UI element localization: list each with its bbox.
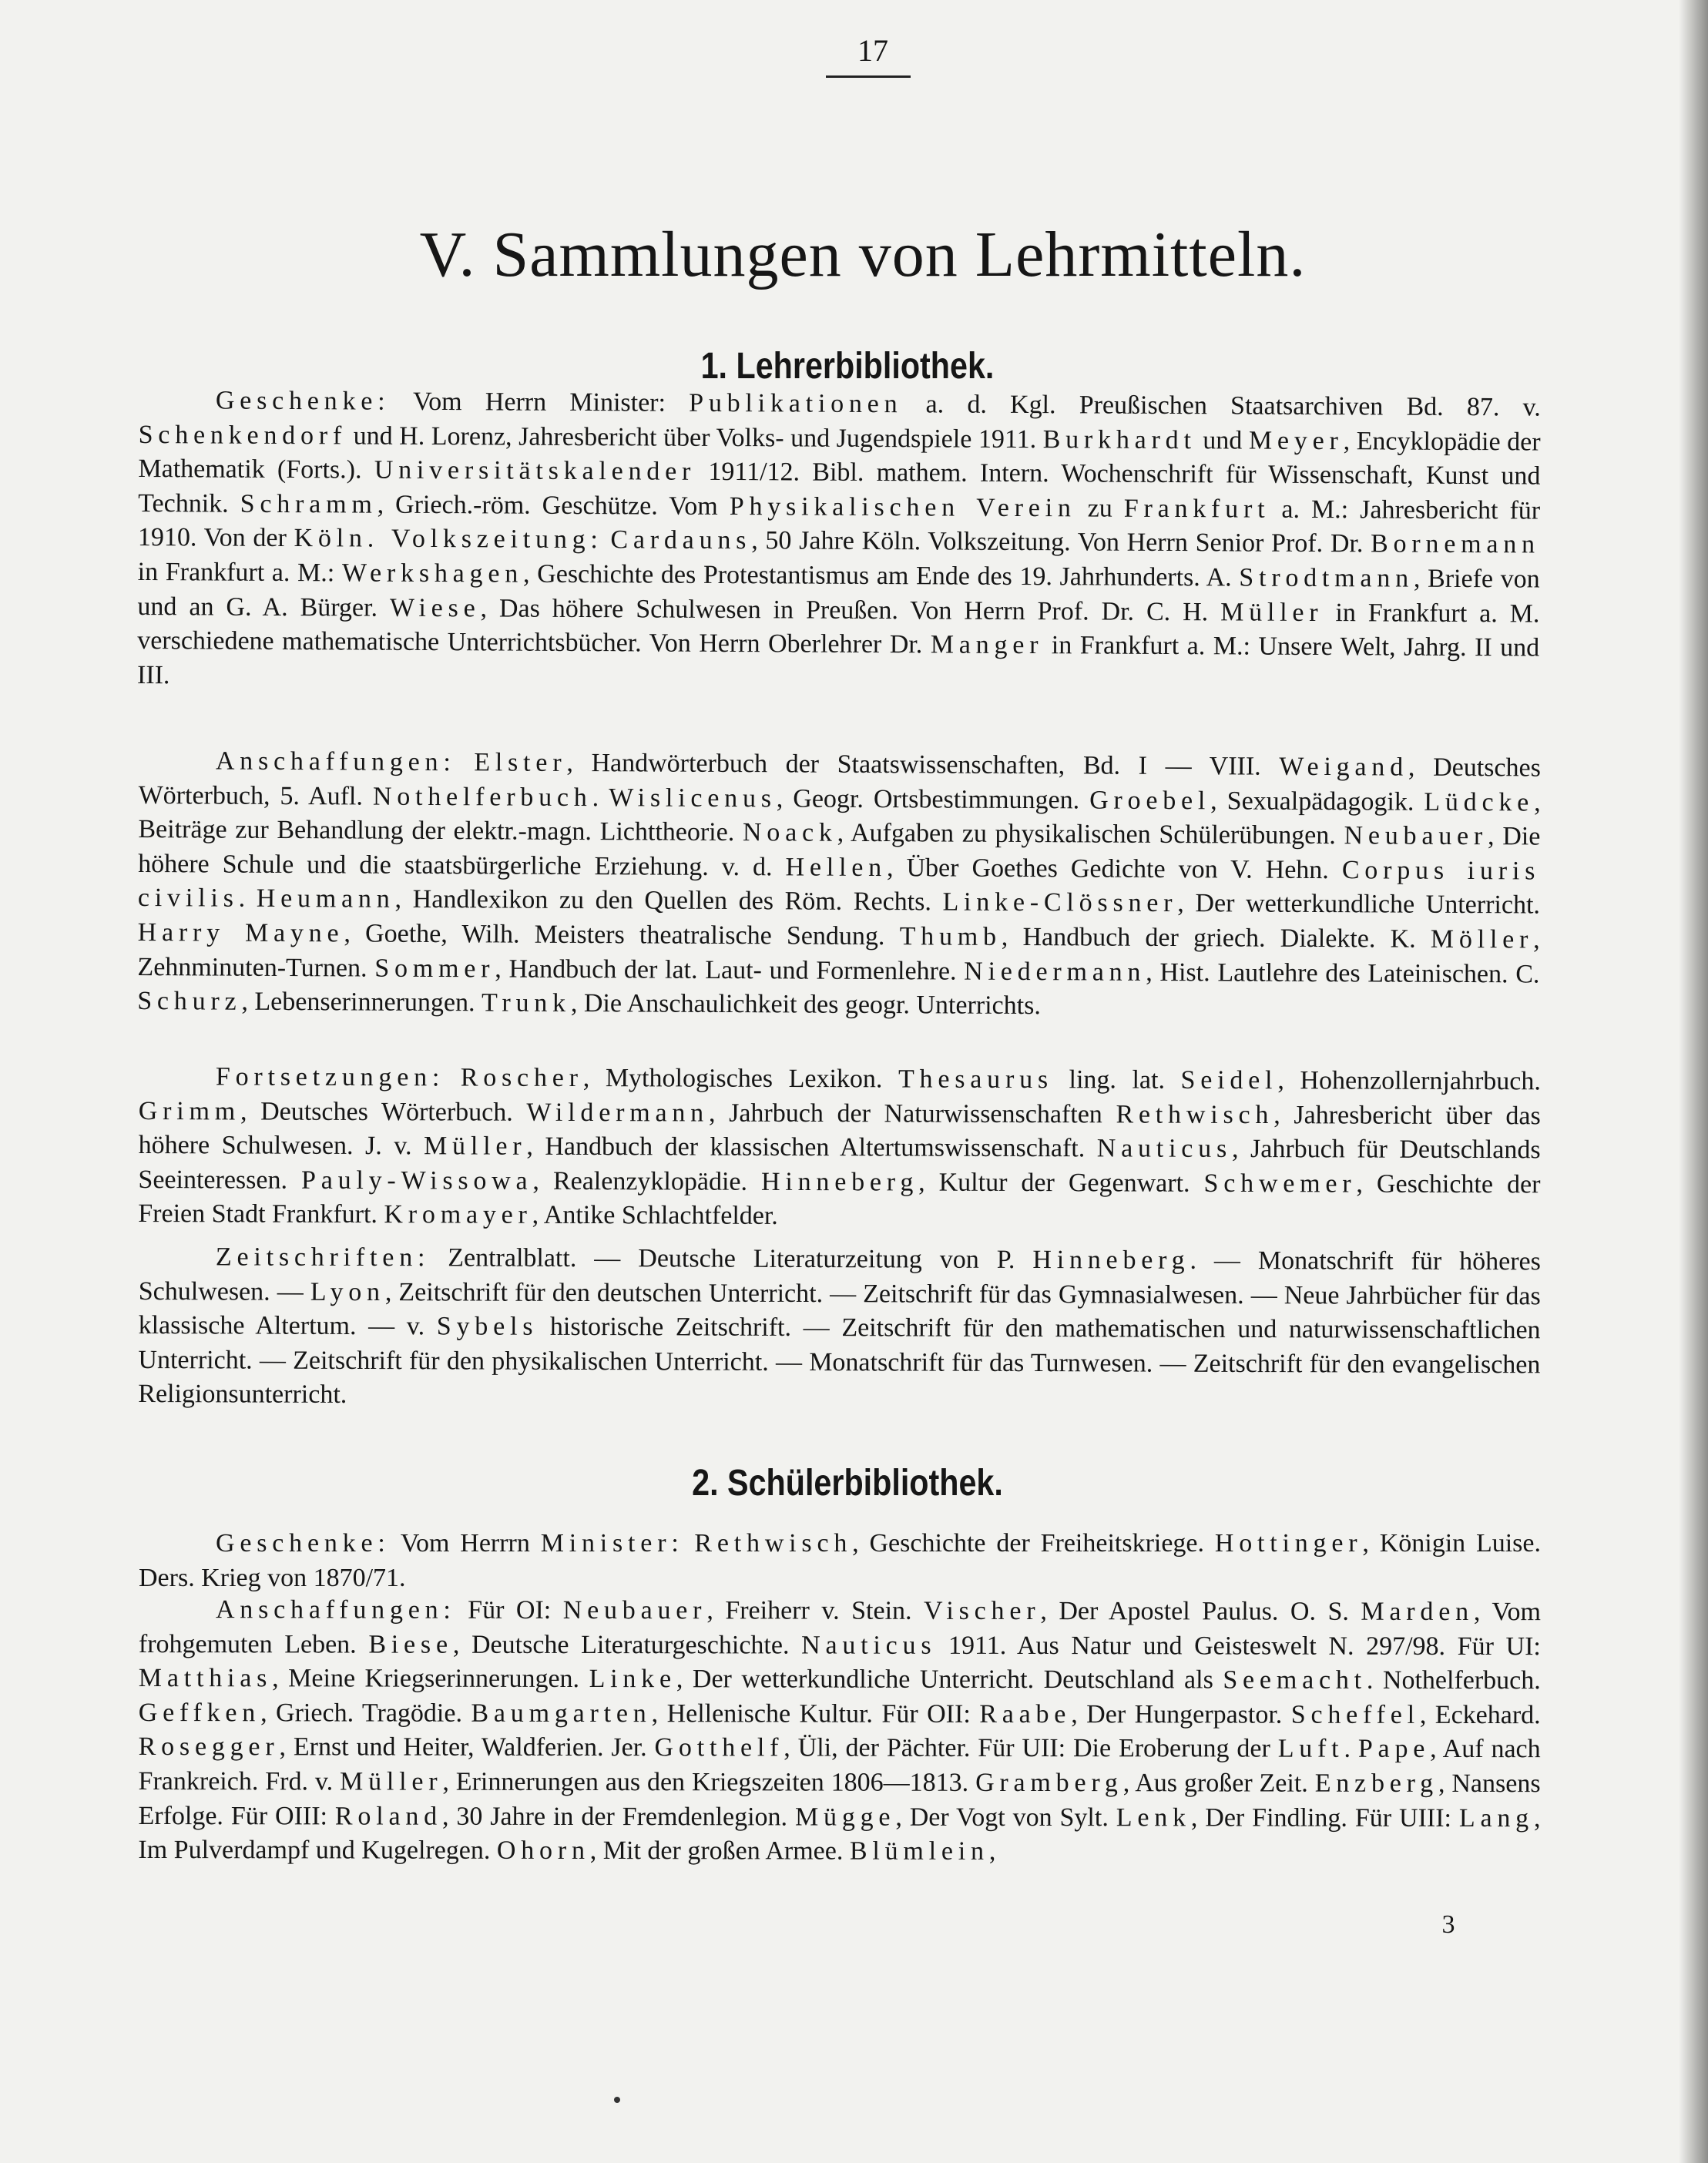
spaced-name: Hellen <box>785 853 888 882</box>
text-run: , Sexualpädagogik. <box>1210 786 1424 817</box>
text-run: , Erinnerungen aus den Kriegszeiten 1806—1813. <box>442 1767 976 1797</box>
spaced-name: Hottinger <box>1214 1529 1363 1558</box>
spaced-name: Rethwisch <box>1116 1100 1274 1129</box>
text-run: , Handbuch der griech. Dialekte. K. <box>1001 922 1431 954</box>
spaced-name: Schurz <box>137 987 242 1016</box>
paragraph-anschaffungen-lehrer <box>137 744 1541 1026</box>
paragraph-zeitschriften <box>138 1240 1541 1417</box>
section-heading-schuelerbibliothek: 2. Schülerbibliothek. <box>692 1463 1003 1504</box>
spaced-name: Müller <box>423 1132 527 1161</box>
spaced-name: Werkshagen <box>341 558 524 589</box>
spaced-name: Noack <box>742 818 837 847</box>
text-run: , Der Hungerpastor. <box>1071 1699 1291 1729</box>
spaced-name: Cardauns <box>610 525 752 555</box>
spaced-name: Hinneberg <box>1032 1246 1190 1275</box>
text-run: , Der wetterkundliche Unterricht. Deutschland als <box>676 1665 1223 1695</box>
spaced-name: Lang <box>1458 1803 1535 1833</box>
spaced-name: Enzberg <box>1314 1769 1439 1798</box>
text-run: , Das höhere Schulwesen in Preußen. Von Herrn Prof. Dr. C. H. <box>480 593 1221 626</box>
spaced-name: Weigand <box>1279 752 1409 782</box>
page-number: 17 <box>857 33 888 68</box>
spaced-name: Luft <box>1277 1734 1344 1764</box>
spaced-name: Thesaurus <box>898 1065 1054 1095</box>
text-run: , Ernst und Heiter, Waldferien. Jer. <box>279 1732 655 1762</box>
spaced-name: Gotthelf <box>654 1733 784 1762</box>
spaced-name: Raabe <box>979 1699 1072 1729</box>
paragraph-fortsetzungen <box>138 1060 1541 1236</box>
spaced-name: Marden <box>1361 1597 1474 1627</box>
spaced-name: Nothelferbuch <box>372 782 592 812</box>
text-run: , Freiherr v. Stein. <box>706 1596 924 1625</box>
text-run: , Eckehard. <box>1419 1700 1541 1729</box>
text-run: , Die Anschaulichkeit des geogr. Unterrichts. <box>570 989 1041 1021</box>
spaced-name: Minister: <box>540 1529 684 1558</box>
spaced-name: Zeitschriften: <box>215 1242 431 1273</box>
spaced-name: Wildermann <box>526 1098 710 1128</box>
text-run: , Der Apostel Paulus. O. S. <box>1040 1597 1361 1626</box>
spaced-name: Trunk <box>481 988 572 1018</box>
text-run: Zentralblatt. — Deutsche Literaturzeitung von P. <box>430 1243 1033 1275</box>
spaced-name: Manger <box>930 630 1044 660</box>
spaced-name: Rethwisch <box>694 1529 853 1558</box>
text-run: , Die höhere Schule und die staatsbürgerliche Erziehung. v. d. <box>138 822 1541 882</box>
spaced-name: Geschenke: <box>216 1529 391 1558</box>
spaced-name: Baumgarten <box>471 1699 652 1728</box>
spaced-name: Bornemann <box>1370 529 1541 559</box>
text-run: , Meine Kriegserinnerungen. <box>272 1664 589 1694</box>
text-run: , Hohenzollernjahrbuch. <box>1277 1066 1541 1096</box>
spaced-name: Schenkendorf <box>138 420 347 451</box>
text-run: , Encyklopädie der Mathematik (Forts.). <box>138 426 1541 485</box>
spaced-name: Pauly-Wissowa <box>300 1165 533 1196</box>
text-run: , Handwörterbuch der Staatswissenschaften, Bd. I — VIII. <box>566 748 1280 781</box>
spaced-name: Ohorn <box>496 1836 590 1866</box>
text-run: , Handbuch der lat. Laut- und Formenlehre. <box>495 954 965 986</box>
text-run: , <box>988 1837 996 1866</box>
text-run: , Der Findling. Für UIII: <box>1190 1802 1459 1833</box>
text-run: , Deutsches Wörterbuch, 5. Aufl. <box>138 753 1541 811</box>
text-run: zu <box>1075 494 1124 523</box>
text-run <box>684 1529 695 1558</box>
text-run: , Kultur der Gegenwart. <box>918 1168 1204 1198</box>
text-run: Vom Herrn Minister: <box>390 387 690 418</box>
spaced-name: Vischer <box>924 1596 1041 1626</box>
spaced-name: Köln. Volkszeitung: <box>294 524 603 555</box>
text-run: a. M.: Jahresbericht für 1910. Von der <box>137 495 1541 553</box>
spaced-name: Gramberg <box>975 1768 1123 1798</box>
text-run: , Jahresbericht über das höhere Schulwesen. J. v. <box>138 1100 1541 1161</box>
spaced-name: Linke-Clössner <box>942 887 1178 918</box>
spaced-name: Lüdcke <box>1424 787 1535 817</box>
section-heading-lehrerbibliothek: 1. Lehrerbibliothek. <box>700 346 995 387</box>
spaced-name: Rosegger <box>138 1732 280 1762</box>
spaced-name: Thumb <box>899 922 1002 951</box>
spaced-name: Elster <box>474 748 567 777</box>
text-run: , Der wetterkundliche Unterricht. <box>1177 889 1541 920</box>
text-run: in Frankfurt a. M. verschiedene mathematische Unterrichtsbücher. Von Herrn Oberlehrer Dr. <box>137 598 1540 659</box>
text-run: , Jahrbuch der Naturwissenschaften <box>708 1098 1116 1129</box>
text-run: , Nansens Erfolge. Für OIII: <box>138 1769 1541 1831</box>
spaced-name: Geffken <box>138 1698 261 1728</box>
text-run: , Vom frohgemuten Leben. <box>138 1598 1541 1659</box>
text-run: , Griech.-röm. Geschütze. Vom <box>377 490 730 521</box>
text-run <box>445 1063 461 1092</box>
spaced-name: Meyer <box>1248 426 1344 455</box>
text-run: , Beiträge zur Behandlung der elektr.-magn. Lichttheorie. <box>138 788 1541 847</box>
spaced-name: Lenk <box>1116 1802 1191 1832</box>
text-run: und <box>1196 425 1249 455</box>
paragraph-anschaffungen-schueler <box>138 1593 1541 1870</box>
text-run: in Frankfurt a. M.: <box>137 557 343 588</box>
text-run: , Im Pulverdampf und Kugelregen. <box>138 1803 1541 1865</box>
text-run: , Antike Schlachtfelder. <box>532 1201 778 1231</box>
spaced-name: Wislicenus <box>609 783 777 813</box>
spaced-name: Wiese <box>389 593 481 622</box>
text-run: . Nothelferbuch. <box>1366 1665 1541 1695</box>
spaced-name: Roscher <box>460 1063 583 1093</box>
spaced-name: Publikationen <box>689 388 903 419</box>
spaced-name: Neubauer <box>562 1595 707 1625</box>
text-run: , Hellenische Kultur. Für OII: <box>651 1699 980 1729</box>
spaced-name: Sybels <box>436 1312 539 1341</box>
spaced-name: Neubauer <box>1344 821 1488 851</box>
text-run: , Geogr. Ortsbestimmungen. <box>776 783 1090 815</box>
text-run: 1911/12. Bibl. mathem. Intern. Wochenschrift für Wissenschaft, Kunst und Technik. <box>138 457 1541 518</box>
spaced-name: Matthias <box>138 1664 273 1693</box>
text-run: , Geschichte des Protestantismus am Ende des 19. Jahrhunderts. A. <box>523 559 1240 592</box>
text-run: , Mit der großen Armee. <box>589 1836 850 1866</box>
spaced-name: Biese <box>368 1630 453 1659</box>
spaced-name: Fortsetzungen: <box>215 1062 445 1092</box>
text-run: , Üli, der Pächter. Für UII: Die Eroberung der <box>784 1733 1278 1763</box>
spaced-name: Heumann <box>256 884 395 914</box>
spaced-name: Geschenke: <box>215 386 391 416</box>
signature-mark: 3 <box>1441 1910 1455 1939</box>
text-run: , Deutsche Literaturgeschichte. <box>452 1630 802 1660</box>
spaced-name: Müller <box>340 1767 443 1796</box>
text-run: , Geschichte der Freien Stadt Frankfurt. <box>138 1169 1541 1229</box>
text-run: , Griech. Tragödie. <box>260 1699 471 1728</box>
text-run: , Aus großer Zeit. <box>1122 1769 1315 1798</box>
text-run: . <box>592 783 609 812</box>
spaced-name: Nauticus <box>1096 1134 1233 1164</box>
text-run: Vom Herrrn <box>390 1529 541 1558</box>
spaced-name: Scheffel <box>1290 1700 1420 1729</box>
text-run: . — Monatschrift für höheres Schulwesen. — <box>138 1246 1541 1306</box>
text-run: 1911. Aus Natur und Geisteswelt N. 297/98. Für UI: <box>936 1631 1541 1661</box>
spaced-name: Grimm <box>138 1096 241 1126</box>
chapter-title: V. Sammlungen von Lehrmitteln. <box>419 219 1307 290</box>
spaced-name: Schwemer <box>1203 1169 1357 1199</box>
text-run: , Königin Luise. Ders. Krieg von 1870/71. <box>139 1529 1542 1592</box>
spaced-name: Nauticus <box>801 1631 937 1660</box>
text-run: a. d. Kgl. Preußischen Staatsarchiven Bd. 87. v. <box>902 390 1541 422</box>
text-run: , Goethe, Wilh. Meisters theatralische Sendung. <box>344 919 900 951</box>
text-run: Für OI: <box>455 1595 563 1625</box>
text-run: , Hist. Lautlehre des Lateinischen. C. <box>1146 957 1540 989</box>
text-run: . <box>1344 1735 1358 1764</box>
text-run: , Handbuch der klassischen Altertumswissenschaft. <box>526 1132 1097 1163</box>
text-run: , Realenzyklopädie. <box>532 1166 762 1196</box>
scan-speck <box>614 2097 620 2103</box>
spaced-name: Sommer <box>374 954 495 983</box>
spaced-name: Corpus iuris civilis <box>137 855 1541 914</box>
spaced-name: Anschaffungen: <box>215 746 456 777</box>
text-run: , Mythologisches Lexikon. <box>582 1064 899 1094</box>
text-run: , Geschichte der Freiheitskriege. <box>852 1529 1215 1558</box>
text-run: , Über Goethes Gedichte von V. Hehn. <box>886 853 1342 884</box>
spaced-name: Roland <box>334 1802 442 1831</box>
spaced-name: Niedermann <box>964 957 1146 987</box>
text-run: , Handlexikon zu den Quellen des Röm. Rechts. <box>394 885 943 917</box>
text-run <box>456 748 475 776</box>
scan-edge-shadow <box>1679 0 1708 2163</box>
spaced-name: Seidel <box>1180 1065 1278 1095</box>
text-run: . <box>238 884 257 914</box>
spaced-name: Physikalischen Verein <box>729 491 1076 523</box>
spaced-name: Strodtmann <box>1239 563 1414 593</box>
text-run: , 50 Jahre Köln. Volkszeitung. Von Herrn Senior Prof. Dr. <box>751 526 1371 558</box>
text-run: in Frankfurt a. M.: Unsere Welt, Jahrg. II und III. <box>136 631 1540 689</box>
text-run: , Zeitschrift für den deutschen Unterricht. — Zeitschrift für das Gymnasialwesen. — Neue Jahrbücher für das klassische Altertum. — v. <box>138 1277 1541 1341</box>
spaced-name: Möller <box>1430 924 1534 954</box>
spaced-name: Blümlein <box>849 1836 989 1866</box>
spaced-name: Anschaffungen: <box>215 1595 456 1625</box>
spaced-name: Linke <box>589 1665 676 1694</box>
text-run: , Deutsches Wörterbuch. <box>240 1097 527 1127</box>
text-run <box>603 526 611 555</box>
spaced-name: Mügge <box>794 1802 896 1832</box>
spaced-name: Pape <box>1357 1735 1431 1764</box>
text-run: , 30 Jahre in der Fremdenlegion. <box>441 1802 796 1832</box>
text-run: , Der Vogt von Sylt. <box>895 1802 1116 1832</box>
spaced-name: Groebel <box>1089 786 1211 815</box>
spaced-name: Harry Mayne <box>137 917 344 948</box>
paragraph-geschenke-lehrer <box>137 384 1541 700</box>
spaced-name: Burkhardt <box>1042 424 1196 454</box>
spaced-name: Schramm <box>240 489 378 519</box>
text-run: historische Zeitschrift. — Zeitschrift für den mathematischen und naturwissenschaftlichen Unterricht. — Zeitschrift für den physikalischen Unterricht. — Monatschrift für das Turnwesen. — Zeitschrift für den evangelischen Religionsunterricht. <box>138 1312 1541 1410</box>
spaced-name: Frankfurt <box>1123 494 1270 524</box>
spaced-name: Müller <box>1220 597 1324 627</box>
text-run: ling. lat. <box>1052 1065 1181 1095</box>
page-number-rule <box>826 75 911 78</box>
spaced-name: Kromayer <box>384 1200 532 1230</box>
text-run: , Jahrbuch für Deutschlands Seeinteressen. <box>138 1135 1541 1195</box>
text-run: , Lebenserinnerungen. <box>241 987 482 1018</box>
text-run: , Aufgaben zu physikalischen Schülerübungen. <box>837 818 1344 850</box>
text-run: , Auf nach Frankreich. Frd. v. <box>138 1735 1541 1796</box>
text-run: , Briefe von und an G. A. Bürger. <box>137 564 1540 622</box>
spaced-name: Lyon <box>310 1277 385 1306</box>
spaced-name: Hinneberg <box>760 1167 919 1197</box>
paragraph-geschenke-schueler <box>139 1527 1541 1595</box>
spaced-name: Universitätskalender <box>374 455 696 486</box>
text-run: , Zehnminuten-Turnen. <box>137 925 1540 983</box>
spaced-name: Seemacht <box>1223 1665 1367 1695</box>
text-run: und H. Lorenz, Jahresbericht über Volks- und Jugendspiele 1911. <box>346 421 1043 454</box>
